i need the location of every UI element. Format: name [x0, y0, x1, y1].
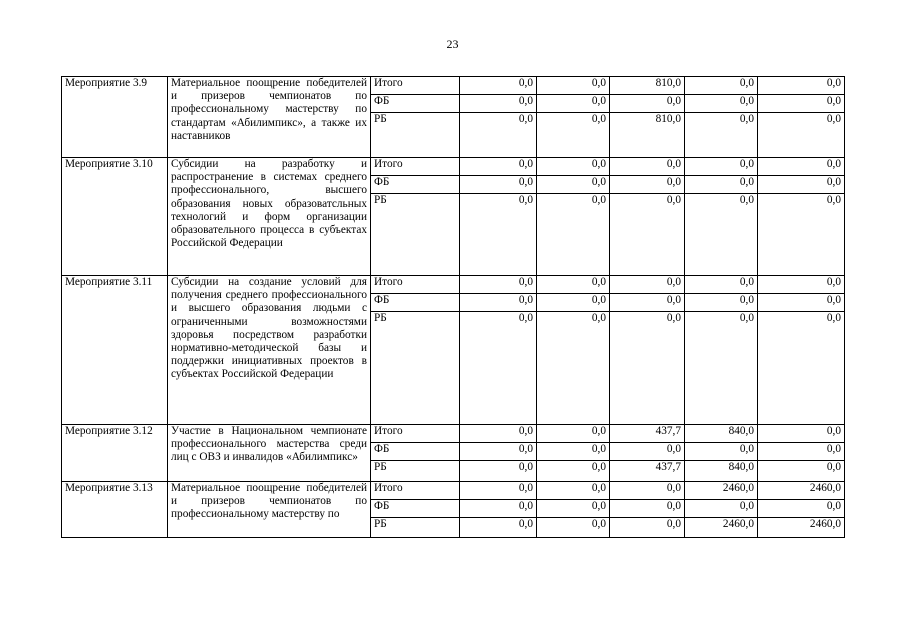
amount-cell: 840,0	[685, 425, 758, 443]
amount-cell: 0,0	[460, 176, 537, 194]
amount-cell: 0,0	[758, 443, 845, 461]
amount-cell: 0,0	[537, 294, 610, 312]
funding-source: Итого	[371, 158, 460, 176]
amount-cell: 0,0	[460, 194, 537, 276]
table-row	[62, 77, 845, 95]
event-name: Мероприятие 3.9	[62, 77, 168, 158]
amount-cell: 0,0	[758, 425, 845, 443]
amount-cell: 0,0	[758, 95, 845, 113]
amount-cell: 0,0	[460, 158, 537, 176]
amount-cell: 0,0	[537, 443, 610, 461]
amount-cell: 0,0	[460, 113, 537, 158]
funding-source: РБ	[371, 113, 460, 158]
amount-cell: 0,0	[460, 461, 537, 482]
amount-cell: 0,0	[685, 276, 758, 294]
amount-cell: 840,0	[685, 461, 758, 482]
event-description: Субсидии на создание условий для получения среднего профессионального и высшего образования людьми с ограниченными возможностями здоровья посредством разработки нормативно-методической базы и поддержки инициативных проектов в субъектах Российской Федерации	[168, 276, 371, 425]
funding-source: ФБ	[371, 176, 460, 194]
amount-cell: 0,0	[537, 518, 610, 538]
amount-cell: 437,7	[610, 425, 685, 443]
page-number: 23	[446, 37, 459, 51]
amount-cell: 0,0	[537, 482, 610, 500]
amount-cell: 0,0	[460, 482, 537, 500]
amount-cell: 0,0	[460, 312, 537, 425]
event-description: Материальное поощрение победителей и призеров чемпионатов по профессиональному мастерству по	[168, 482, 371, 538]
funding-source: Итого	[371, 276, 460, 294]
amount-cell: 0,0	[685, 294, 758, 312]
amount-cell: 0,0	[685, 312, 758, 425]
amount-cell: 0,0	[610, 312, 685, 425]
amount-cell: 0,0	[537, 425, 610, 443]
table-row	[62, 276, 845, 294]
amount-cell: 0,0	[758, 276, 845, 294]
amount-cell: 0,0	[758, 500, 845, 518]
amount-cell: 0,0	[610, 443, 685, 461]
amount-cell: 810,0	[610, 77, 685, 95]
amount-cell: 0,0	[758, 194, 845, 276]
amount-cell: 0,0	[758, 158, 845, 176]
amount-cell: 0,0	[685, 176, 758, 194]
funding-source: Итого	[371, 77, 460, 95]
amount-cell: 0,0	[460, 500, 537, 518]
amount-cell: 0,0	[537, 176, 610, 194]
amount-cell: 0,0	[537, 276, 610, 294]
amount-cell: 0,0	[460, 276, 537, 294]
amount-cell: 0,0	[610, 194, 685, 276]
budget-table	[61, 76, 845, 538]
table-row	[62, 158, 845, 176]
funding-source: РБ	[371, 518, 460, 538]
amount-cell: 2460,0	[758, 518, 845, 538]
event-name: Мероприятие 3.12	[62, 425, 168, 482]
amount-cell: 0,0	[685, 194, 758, 276]
event-name: Мероприятие 3.10	[62, 158, 168, 276]
amount-cell: 0,0	[685, 77, 758, 95]
event-description: Участие в Национальном чемпионате профессионального мастерства среди лиц с ОВЗ и инвалидов «Абилимпикс»	[168, 425, 371, 482]
amount-cell: 0,0	[610, 176, 685, 194]
amount-cell: 0,0	[610, 95, 685, 113]
funding-source: ФБ	[371, 95, 460, 113]
amount-cell: 2460,0	[685, 518, 758, 538]
amount-cell: 2460,0	[758, 482, 845, 500]
amount-cell: 0,0	[537, 461, 610, 482]
amount-cell: 0,0	[537, 95, 610, 113]
funding-source: Итого	[371, 425, 460, 443]
event-description: Материальное поощрение победителей и призеров чемпионатов по профессиональному мастерству по стандартам «Абилимпикс», а также их наставников	[168, 77, 371, 158]
amount-cell: 0,0	[537, 312, 610, 425]
amount-cell: 0,0	[685, 443, 758, 461]
amount-cell: 0,0	[758, 461, 845, 482]
amount-cell: 810,0	[610, 113, 685, 158]
funding-source: ФБ	[371, 500, 460, 518]
amount-cell: 0,0	[610, 518, 685, 538]
amount-cell: 0,0	[685, 95, 758, 113]
amount-cell: 0,0	[758, 294, 845, 312]
event-description: Субсидии на разработку и распространение в системах среднего профессионального, высшего образования новых образоватсльных технологий и форм организации образовательного процесса в субъектах Российской Федерации	[168, 158, 371, 276]
amount-cell: 0,0	[537, 194, 610, 276]
event-name: Мероприятие 3.13	[62, 482, 168, 538]
amount-cell: 0,0	[537, 500, 610, 518]
amount-cell: 0,0	[685, 158, 758, 176]
amount-cell: 0,0	[537, 113, 610, 158]
amount-cell: 0,0	[460, 425, 537, 443]
amount-cell: 0,0	[685, 500, 758, 518]
amount-cell: 2460,0	[685, 482, 758, 500]
amount-cell: 0,0	[460, 95, 537, 113]
amount-cell: 0,0	[758, 176, 845, 194]
amount-cell: 0,0	[610, 482, 685, 500]
amount-cell: 0,0	[610, 500, 685, 518]
amount-cell: 0,0	[460, 77, 537, 95]
amount-cell: 0,0	[460, 294, 537, 312]
amount-cell: 0,0	[758, 77, 845, 95]
table-row	[62, 482, 845, 500]
funding-source: ФБ	[371, 294, 460, 312]
funding-source: РБ	[371, 312, 460, 425]
funding-source: ФБ	[371, 443, 460, 461]
funding-source: Итого	[371, 482, 460, 500]
amount-cell: 0,0	[460, 518, 537, 538]
amount-cell: 0,0	[758, 312, 845, 425]
amount-cell: 0,0	[685, 113, 758, 158]
amount-cell: 0,0	[610, 294, 685, 312]
funding-source: РБ	[371, 461, 460, 482]
event-name: Мероприятие 3.11	[62, 276, 168, 425]
amount-cell: 0,0	[610, 276, 685, 294]
table-row	[62, 425, 845, 443]
amount-cell: 437,7	[610, 461, 685, 482]
funding-source: РБ	[371, 194, 460, 276]
amount-cell: 0,0	[537, 158, 610, 176]
amount-cell: 0,0	[610, 158, 685, 176]
amount-cell: 0,0	[537, 77, 610, 95]
amount-cell: 0,0	[758, 113, 845, 158]
amount-cell: 0,0	[460, 443, 537, 461]
